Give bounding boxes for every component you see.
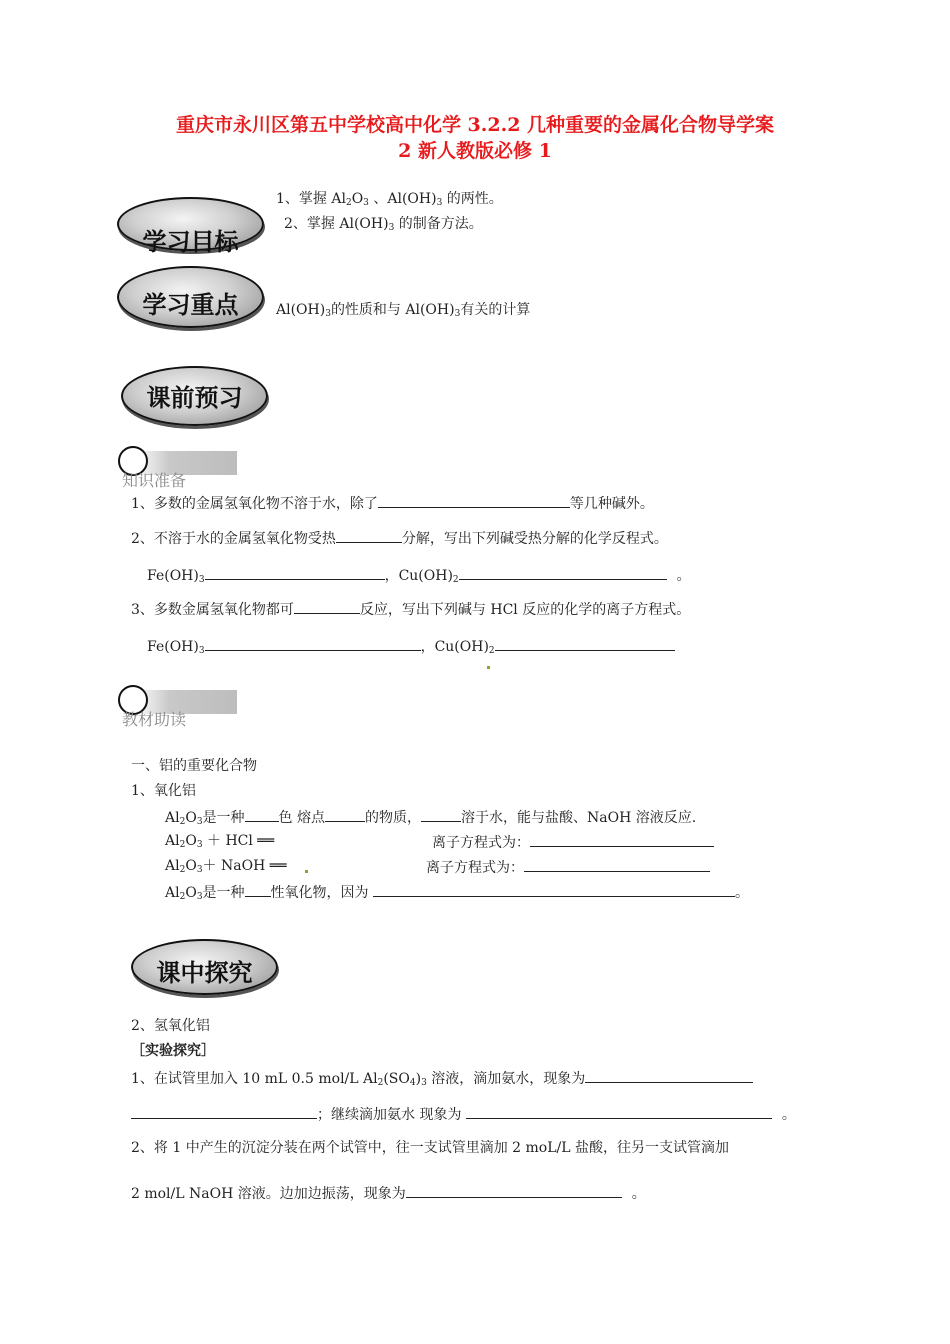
badge-explore [131,939,278,995]
blank[interactable] [245,807,279,822]
blank[interactable] [131,1104,317,1119]
badge-objectives-label: 学习目标 [142,228,239,256]
experiment-1-line-2: ；继续滴加氨水 现象为 。 [131,1104,796,1124]
explore-sub-hydroxide: 2、氢氧化铝 [131,1018,210,1034]
blank[interactable] [294,599,360,614]
blank[interactable] [373,882,735,897]
prep-question-1: 1、多数的金属氢氧化物不溶于水，除了 等几种碱外。 [131,493,654,513]
explore-experiment-label: ［实验探究］ [131,1043,215,1059]
blank[interactable] [459,565,667,580]
prep-question-2: 2、不溶于水的金属氢氧化物受热 分解，写出下列碱受热分解的化学反程式。 [131,528,668,548]
speck [305,870,308,873]
prep-question-2-equations: $Fe(OH)_3$ ，$Cu(OH)_2$ 。 [147,565,691,585]
document-title-line2: 2 新人教版必修 1 [398,140,552,162]
badge-objectives [117,197,264,256]
badge-preview-label: 课前预习 [146,384,243,412]
prep-question-3: 3、多数金属氢氧化物都可 反应，写出下列碱与 HCl 反应的化学的离子方程式。 [131,599,690,619]
blank[interactable] [245,882,271,897]
objective-item-2: 2、掌握 $Al(OH)_3$ 的制备方法。 [284,216,483,233]
badge-key-points-label: 学习重点 [142,291,239,319]
badge-explore-label: 课中探究 [156,959,253,987]
guide-line-2: $Al_2O_3$ ＋ HCl ══ [165,833,275,850]
objective-item-1: 1、掌握 $Al_2O_3$ 、$Al(OH)_3$ 的两性。 [276,191,503,208]
blank[interactable] [205,565,385,580]
blank[interactable] [205,636,421,651]
blank[interactable] [378,493,570,508]
blank[interactable] [495,636,675,651]
guide-line-3: $Al_2O_3+$ NaOH ══ [165,858,287,875]
document-title-line1: 重庆市永川区第五中学校高中化学 3.2.2 几种重要的金属化合物导学案 [175,114,775,136]
guide-sub-alumina: 1、氧化铝 [131,783,196,799]
blank[interactable] [336,528,402,543]
key-points-text: $Al(OH)_3$的性质和与 $Al(OH)_3$有关的计算 [276,302,531,319]
blank[interactable] [466,1104,772,1119]
guide-heading: 一、铝的重要化合物 [131,758,257,774]
guide-line-4: $Al_2O_3$是一种 性氧化物，因为 。 [165,882,749,902]
guide-line-2-ion: 离子方程式为： [432,832,714,852]
section-textbook-guide: 教材助读 [122,710,187,729]
blank[interactable] [585,1068,753,1083]
guide-line-1: $Al_2O_3$是一种 色 熔点 的物质， 溶于水，能与盐酸、NaOH 溶液反应. [165,807,696,827]
experiment-2-line-1: 2、将 1 中产生的沉淀分装在两个试管中，往一支试管里滴加 2 moL/L 盐酸，往另一支试管滴加 [131,1140,729,1156]
experiment-1-line-1: 1、在试管里加入 10 mL 0.5 mol/L $Al_2(SO_4)_3$ 溶液，滴加氨水，现象为 [131,1068,753,1088]
blank[interactable] [421,807,461,822]
blank[interactable] [325,807,365,822]
speck [487,666,490,669]
prep-question-3-equations: $Fe(OH)_3$ ，$Cu(OH)_2$ [147,636,675,656]
experiment-2-line-2: 2 mol/L NaOH 溶液。边加边振荡，现象为 。 [131,1183,646,1203]
guide-line-3-ion: 离子方程式为： [426,857,710,877]
badge-preview [121,366,268,426]
blank[interactable] [530,832,714,847]
badge-key-points [117,266,264,328]
blank[interactable] [524,857,710,872]
blank[interactable] [406,1183,622,1198]
section-knowledge-prep: 知识准备 [122,471,187,490]
